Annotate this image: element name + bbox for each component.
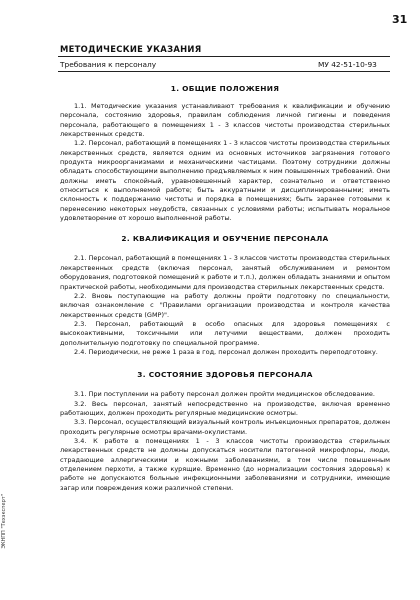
paragraph: 2.1. Персонал, работающий в помещениях 1 - 3 классов чистоты производства стерильных лекарственных средств (включая персонал, занятый обслуживанием и ремонтом оборудования, подготовкой помещений к работе и т.п.), должен обладать знаниями и опытом практической работы, необходимыми для производства стерильных лекарственных средств. bbox=[60, 254, 390, 291]
header-rule-bottom bbox=[58, 71, 390, 72]
document-code: МУ 42-51-10-93 bbox=[318, 60, 377, 69]
paragraph: 2.4. Периодически, не реже 1 раза в год, персонал должен проходить переподготовку. bbox=[74, 347, 378, 356]
paragraph: 1.1. Методические указания устанавливают требования к квалификации и обучению персонала, состоянию здоровья, правилам соблюдения личной гигиены и поведения персонала, работающего в помещениях 1 - 3 классов чистоты производства стерильных лекарственных средств. bbox=[60, 102, 390, 139]
document-body bbox=[60, 84, 390, 493]
header-rule-top bbox=[58, 56, 390, 57]
paragraph: 3.2. Весь персонал, занятый непосредственно на производстве, включая временно работающих, должен проходить регулярные медицинские осмотры. bbox=[60, 399, 390, 417]
section-title: 2. КВАЛИФИКАЦИЯ И ОБУЧЕНИЕ ПЕРСОНАЛА bbox=[121, 234, 329, 244]
paragraph: 2.3. Персонал, работающий в особо опасных для здоровья помещениях с высокоактивными, токсичными или летучими веществами, должен проходить дополнительную подготовку по специальной программе. bbox=[60, 319, 390, 347]
paragraph: 1.2. Персонал, работающий в помещениях 1 - 3 классов чистоты производства стерильных лекарственных средств, является одним из основных источников загрязнения готового продукта микроорганизмами и механическими частицами. Поэтому сотрудники должны обладать способствующими выполнению предъявляемых к ним повышенных требований. Они должны иметь спокойный, уравновешенный характер, сознательно и ответственно относиться к выполняемой работе; быть аккуратными и дисциплинированными; иметь склонность к поддержанию чистоты и порядка в помещениях; быть заранее готовыми к перенесению некоторых неудобств, связанных с условиями работы; испытывать моральное удовлетворение от хорошо выполненной работы. bbox=[60, 139, 390, 223]
paragraph: 3.3. Персонал, осуществляющий визуальный контроль инъекционных препаратов, должен проходить регулярные осмотры врачами-окулистами. bbox=[60, 418, 390, 436]
side-watermark-note: ЭКНПП "Техэксперт" bbox=[1, 494, 7, 549]
section-title: 1. ОБЩИЕ ПОЛОЖЕНИЯ bbox=[170, 84, 280, 93]
document-header-title: МЕТОДИЧЕСКИЕ УКАЗАНИЯ bbox=[60, 44, 202, 54]
paragraph: 2.2. Вновь поступающие на работу должны пройти подготовку по специальности, включая ознакомление с "Правилами организации производства и контроля качества лекарственных средств (GMP)". bbox=[60, 291, 390, 319]
paragraph: 3.4. К работе в помещениях 1 - 3 классов чистоты производства стерильных лекарственных средств не должны допускаться носители патогенной микрофлоры, люди, страдающие аллергическими и кожными заболеваниями, в том числе повышенным отделением перхоти, а также курящие. Временно (до нормализации состояния здоровья) к работе не допускаются больные инфекционными заболеваниями и сотрудники, имеющие загар или повреждения кожи различной степени. bbox=[60, 436, 390, 492]
page-number: 31 bbox=[392, 13, 408, 26]
section-title: 3. СОСТОЯНИЕ ЗДОРОВЬЯ ПЕРСОНАЛА bbox=[137, 370, 313, 380]
document-header-subtitle: Требования к персоналу bbox=[60, 60, 157, 69]
paragraph: 3.1. При поступлении на работу персонал должен пройти медицинское обследование. bbox=[74, 390, 375, 399]
